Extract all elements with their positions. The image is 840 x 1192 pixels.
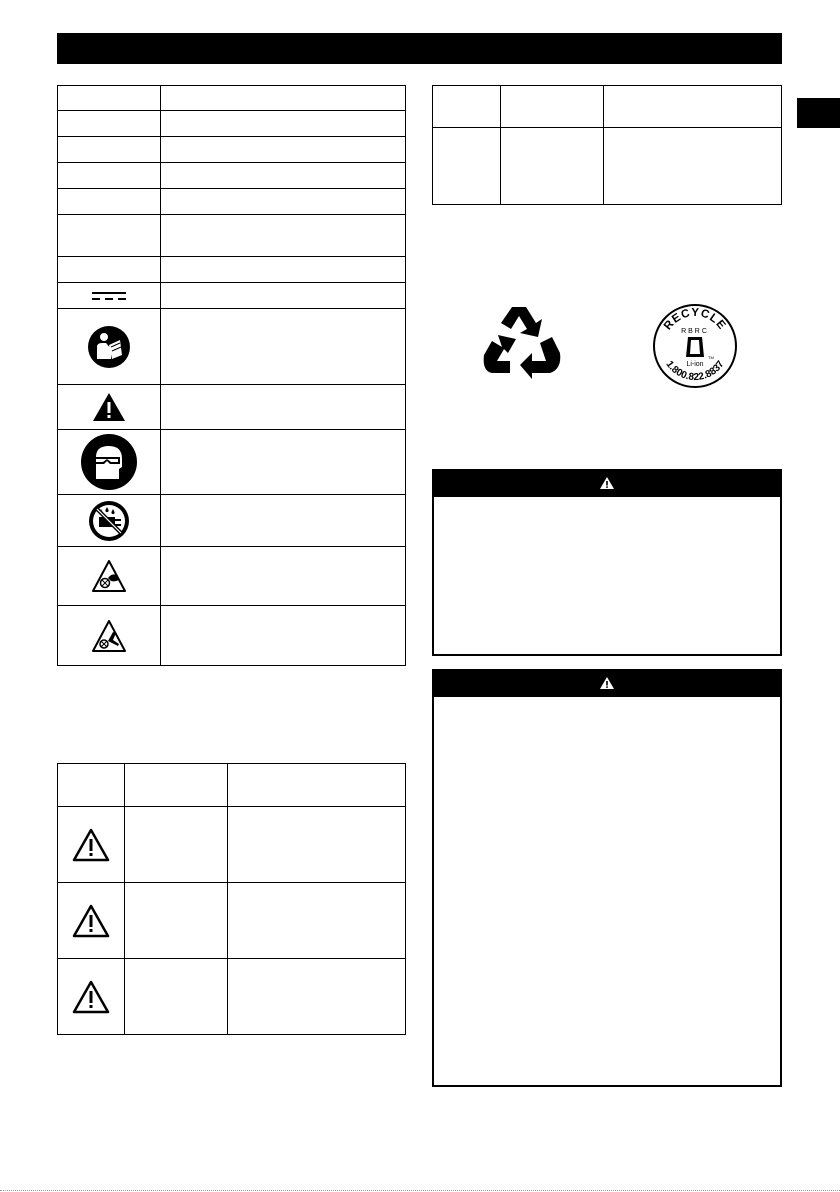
signal-cell [124,807,227,883]
warning-triangle-icon [599,476,615,490]
dc-current-icon [91,291,127,301]
symbol-cell [58,215,161,257]
warning-header [434,471,780,497]
meaning-cell [160,606,405,666]
table-row [58,257,406,283]
table-row [58,959,406,1035]
symbol-cell [58,807,125,883]
table-row [58,547,406,606]
table-row [58,430,406,495]
table-row [58,137,406,163]
meaning-cell [160,189,405,215]
table-row [58,385,406,430]
seal-phone-text: 1.800.822.8837 [663,359,727,384]
table-row [58,283,406,309]
symbol-cell [58,959,125,1035]
meaning-cell [227,807,405,883]
safety-alert-icon [92,392,126,422]
header-cell [58,764,125,807]
symbol-cell [58,257,161,283]
table-row [58,807,406,883]
meaning-cell [160,257,405,283]
symbol-cell [58,547,161,606]
warning-triangle-icon [72,904,110,938]
rbrc-seal-icon [652,303,738,389]
page-edge-line [0,1190,840,1191]
signal-word-table [57,763,406,1035]
header-cell [124,764,227,807]
table-row [58,215,406,257]
seal-mid-text: RBRC [681,328,709,335]
signal-cell [500,128,603,205]
signal-cell [124,959,227,1035]
meaning-cell [160,309,405,385]
seal-chem-text: Li-ion [686,361,704,368]
symbol-cell [58,495,161,547]
meaning-cell [160,385,405,430]
table-row [58,883,406,959]
eye-protection-icon [80,433,138,491]
table-row [58,163,406,189]
symbol-cell [58,111,161,137]
table-row [433,128,782,205]
page-header-banner [57,33,782,64]
symbol-cell [58,86,161,111]
seal-tm-text: TM [708,355,714,360]
symbol-cell [58,189,161,215]
header-cell [227,764,405,807]
foot-blade-hazard-icon [92,620,126,652]
signal-cell [124,883,227,959]
meaning-cell [160,86,405,111]
symbol-cell [58,137,161,163]
symbol-cell [433,128,501,205]
header-cell [433,86,501,128]
warning-box [432,669,782,1087]
meaning-cell [227,959,405,1035]
warning-triangle-icon [72,980,110,1014]
meaning-cell [160,215,405,257]
symbol-cell [58,309,161,385]
table-row [58,189,406,215]
right-top-table [432,85,782,205]
meaning-cell [160,547,405,606]
language-tab[interactable] [797,98,840,128]
read-manual-icon [87,325,131,369]
table-row [58,111,406,137]
table-header-row [433,86,782,128]
symbol-cell [58,606,161,666]
symbol-cell [58,283,161,309]
table-row [58,606,406,666]
no-rain-icon [88,500,130,542]
table-row [58,309,406,385]
table-row [58,495,406,547]
symbol-cell [58,430,161,495]
header-cell [603,86,782,128]
meaning-cell [160,111,405,137]
hand-blade-hazard-icon [92,560,126,592]
meaning-cell [160,495,405,547]
symbol-cell [58,385,161,430]
meaning-cell [160,163,405,189]
meaning-cell [160,430,405,495]
seal-top-text: RECYCLE [661,306,729,333]
meaning-cell [603,128,782,205]
meaning-cell [160,137,405,163]
warning-triangle-icon [72,828,110,862]
recycle-arrows-icon [480,303,564,381]
warning-triangle-icon [599,676,615,690]
symbols-table [57,85,406,666]
symbol-cell [58,883,125,959]
table-header-row [58,764,406,807]
symbol-cell [58,163,161,189]
meaning-cell [227,883,405,959]
table-row [58,86,406,111]
warning-box [432,469,782,656]
header-cell [500,86,603,128]
meaning-cell [160,283,405,309]
warning-header [434,671,780,697]
